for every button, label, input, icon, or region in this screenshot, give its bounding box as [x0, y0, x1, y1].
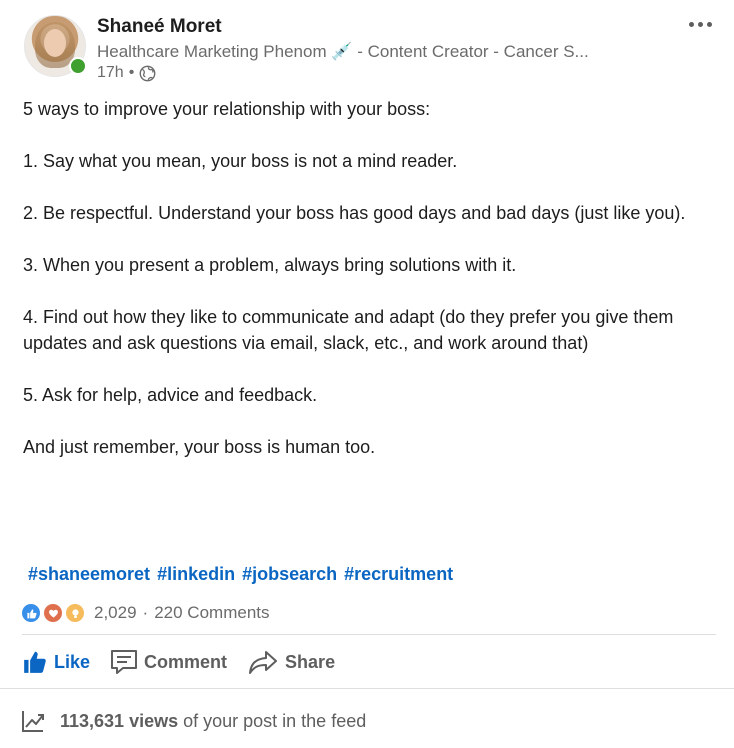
like-label: Like [54, 651, 91, 672]
thumbs-up-icon [22, 649, 48, 675]
comment-button[interactable] [110, 649, 227, 675]
views-count: 113,631 views [60, 710, 179, 731]
author-name[interactable]: Shaneé Moret [97, 16, 222, 37]
action-bar [22, 644, 355, 680]
post-analytics[interactable] [20, 708, 366, 734]
hashtag-list [28, 564, 453, 585]
more-options-button[interactable] [684, 14, 716, 34]
post-paragraph: 5. Ask for help, advice and feedback. [23, 385, 318, 405]
divider [0, 688, 734, 689]
count-separator: · [142, 603, 149, 622]
post-meta [97, 64, 156, 82]
hashtag-link[interactable]: #shaneemoret [28, 564, 151, 584]
love-reaction-icon [44, 604, 62, 622]
author-headline: Healthcare Marketing Phenom 💉 - Content Creator - Cancer S... [97, 42, 589, 61]
avatar-face [44, 29, 66, 57]
post-paragraph: 1. Say what you mean, your boss is not a mind reader. [23, 151, 458, 171]
share-icon [247, 649, 279, 675]
divider [22, 634, 716, 635]
post-time: 17h [97, 64, 124, 81]
hashtag-link[interactable]: #linkedin [157, 564, 236, 584]
insightful-reaction-icon [66, 604, 84, 622]
like-button[interactable] [22, 649, 90, 675]
social-counts [22, 601, 270, 625]
hashtag-link[interactable]: #jobsearch [242, 564, 338, 584]
meta-separator: • [128, 64, 135, 81]
post-text [23, 96, 723, 486]
post-header [0, 0, 734, 90]
hashtag-link[interactable]: #recruitment [344, 564, 454, 584]
avatar[interactable] [24, 15, 86, 77]
views-description: of your post in the feed [183, 710, 367, 731]
comment-icon [110, 649, 138, 675]
online-status-indicator [69, 57, 87, 75]
more-dot-icon [689, 22, 694, 27]
analytics-trend-icon [20, 708, 46, 734]
more-dot-icon [707, 22, 712, 27]
comments-count[interactable]: 220 Comments [154, 603, 270, 622]
post-paragraph: And just remember, your boss is human too. [23, 437, 376, 457]
post-paragraph: 4. Find out how they like to communicate and adapt (do they prefer you give them updates and ask questions via email, slack, etc., and work around that) [23, 307, 674, 353]
more-dot-icon [698, 22, 703, 27]
comment-label: Comment [144, 651, 228, 672]
globe-icon [139, 65, 156, 82]
like-reaction-icon [22, 604, 40, 622]
post-paragraph: 2. Be respectful. Understand your boss has good days and bad days (just like you). [23, 203, 686, 223]
share-label: Share [285, 651, 336, 672]
post-paragraph: 5 ways to improve your relationship with your boss: [23, 99, 431, 119]
reaction-count[interactable]: 2,029 [94, 603, 137, 622]
post-paragraph: 3. When you present a problem, always bring solutions with it. [23, 255, 517, 275]
share-button[interactable] [247, 649, 335, 675]
